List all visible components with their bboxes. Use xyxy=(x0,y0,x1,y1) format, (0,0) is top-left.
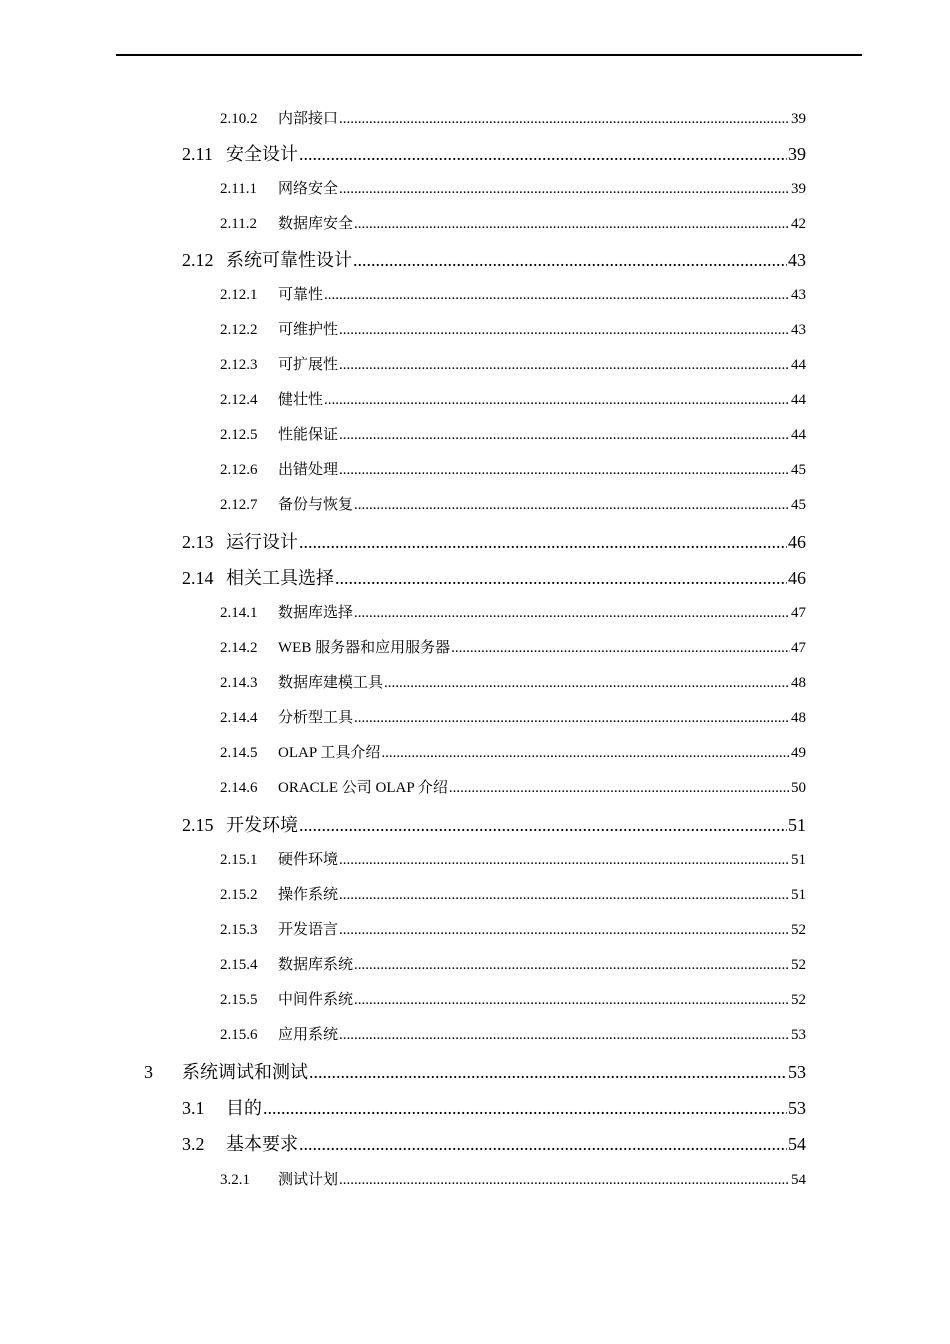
toc-leader-dots xyxy=(354,488,790,523)
toc-entry-page: 45 xyxy=(791,462,806,478)
toc-entry-number: 2.12.7 xyxy=(220,497,258,513)
toc-entry-title: 可靠性 xyxy=(278,287,324,303)
toc-entry-page: 44 xyxy=(791,392,806,408)
toc-entry-page: 43 xyxy=(788,250,806,270)
toc-entry-number: 2.15.6 xyxy=(220,1027,258,1043)
toc-entry-title: 中间件系统 xyxy=(278,992,354,1008)
toc-entry-title: WEB 服务器和应用服务器 xyxy=(278,640,451,656)
toc-entry-title: 网络安全 xyxy=(278,181,339,197)
toc-entry-number: 2.15.2 xyxy=(220,887,258,903)
toc-entry-title: 数据库选择 xyxy=(278,605,354,621)
toc-leader-dots xyxy=(339,1163,790,1198)
toc-entry-page: 52 xyxy=(791,957,806,973)
toc-entry-title: 目的 xyxy=(226,1098,262,1118)
toc-entry-number: 2.12.2 xyxy=(220,322,258,338)
toc-leader-dots xyxy=(324,278,790,313)
toc-entry-number: 2.14.6 xyxy=(220,780,258,796)
toc-entry-page: 46 xyxy=(788,568,806,588)
toc-entry-title: 系统调试和测试 xyxy=(182,1062,308,1082)
toc-leader-dots xyxy=(354,207,790,242)
toc-entry-title: 内部接口 xyxy=(278,111,339,127)
toc-leader-dots xyxy=(263,1090,787,1126)
toc-entry[interactable] xyxy=(220,701,806,736)
toc-leader-dots xyxy=(339,172,790,207)
toc-leader-dots xyxy=(324,383,790,418)
toc-entry[interactable] xyxy=(220,596,806,631)
toc-leader-dots xyxy=(339,843,790,878)
toc-entry-number: 2.11.2 xyxy=(220,216,257,232)
toc-entry-title: OLAP 工具介绍 xyxy=(278,745,381,761)
toc-entry[interactable] xyxy=(220,771,806,806)
toc-leader-dots xyxy=(339,348,790,383)
toc-leader-dots xyxy=(335,560,787,596)
toc-entry-number: 2.10.2 xyxy=(220,111,258,127)
toc-entry-number: 3 xyxy=(144,1062,153,1082)
toc-entry-number: 2.14.1 xyxy=(220,605,258,621)
header-rule xyxy=(116,54,862,56)
toc-entry[interactable] xyxy=(220,666,806,701)
toc-entry-page: 54 xyxy=(788,1134,806,1154)
toc-entry[interactable] xyxy=(220,913,806,948)
toc-entry-title: 备份与恢复 xyxy=(278,497,354,513)
toc-leader-dots xyxy=(339,102,790,137)
toc-leader-dots xyxy=(299,807,787,843)
toc-entry[interactable] xyxy=(220,102,806,137)
toc-entry-page: 51 xyxy=(791,887,806,903)
toc-entry-title: 数据库建模工具 xyxy=(278,675,384,691)
toc-entry-number: 2.12.6 xyxy=(220,462,258,478)
toc-entry-page: 51 xyxy=(791,852,806,868)
toc-entry-page: 53 xyxy=(788,1062,806,1082)
toc-entry[interactable] xyxy=(220,383,806,418)
toc-entry-number: 2.13 xyxy=(182,532,214,552)
toc-entry-number: 3.2 xyxy=(182,1134,205,1154)
toc-entry-number: 2.14.5 xyxy=(220,745,258,761)
toc-leader-dots xyxy=(384,666,790,701)
toc-entry-page: 52 xyxy=(791,992,806,1008)
toc-entry-number: 2.12.5 xyxy=(220,427,258,443)
toc-entry[interactable] xyxy=(220,313,806,348)
toc-leader-dots xyxy=(299,524,787,560)
toc-entry-title: 基本要求 xyxy=(226,1134,298,1154)
toc-entry-page: 49 xyxy=(791,745,806,761)
toc-entry-page: 51 xyxy=(788,815,806,835)
toc-entry[interactable] xyxy=(182,136,806,172)
toc-entry[interactable] xyxy=(220,983,806,1018)
toc-entry-page: 39 xyxy=(791,111,806,127)
toc-entry-page: 46 xyxy=(788,532,806,552)
toc-entry[interactable] xyxy=(220,948,806,983)
toc-leader-dots xyxy=(339,453,790,488)
toc-entry[interactable] xyxy=(220,1018,806,1053)
toc-entry[interactable] xyxy=(220,278,806,313)
toc-entry-title: 开发语言 xyxy=(278,922,339,938)
toc-entry-number: 2.12 xyxy=(182,250,214,270)
toc-entry-title: 操作系统 xyxy=(278,887,339,903)
toc-leader-dots xyxy=(381,736,790,771)
toc-entry-page: 53 xyxy=(788,1098,806,1118)
toc-entry-title: 硬件环境 xyxy=(278,852,339,868)
toc-entry-page: 39 xyxy=(791,181,806,197)
toc-entry-page: 50 xyxy=(791,780,806,796)
toc-entry-title: 健壮性 xyxy=(278,392,324,408)
toc-entry-title: 出错处理 xyxy=(278,462,339,478)
toc-entry-number: 2.15.5 xyxy=(220,992,258,1008)
toc-entry[interactable] xyxy=(220,418,806,453)
toc-leader-dots xyxy=(354,948,790,983)
toc-entry-title: ORACLE 公司 OLAP 介绍 xyxy=(278,780,448,796)
toc-leader-dots xyxy=(299,136,787,172)
toc-entry-number: 2.11.1 xyxy=(220,181,257,197)
toc-entry[interactable] xyxy=(220,843,806,878)
toc-leader-dots xyxy=(339,913,790,948)
toc-entry[interactable] xyxy=(220,631,806,666)
toc-entry-title: 性能保证 xyxy=(278,427,339,443)
toc-entry[interactable] xyxy=(182,807,806,843)
toc-leader-dots xyxy=(339,418,790,453)
toc-entry-number: 2.15 xyxy=(182,815,214,835)
toc-entry-title: 开发环境 xyxy=(226,815,298,835)
toc-entry[interactable] xyxy=(220,453,806,488)
toc-entry[interactable] xyxy=(220,207,806,242)
toc-entry-title: 可扩展性 xyxy=(278,357,339,373)
toc-entry-page: 42 xyxy=(791,216,806,232)
toc-leader-dots xyxy=(354,983,790,1018)
toc-leader-dots xyxy=(451,631,790,666)
toc-entry-page: 47 xyxy=(791,640,806,656)
toc-entry[interactable] xyxy=(182,524,806,560)
toc-entry-number: 2.15.4 xyxy=(220,957,258,973)
toc-entry-title: 数据库系统 xyxy=(278,957,354,973)
toc-leader-dots xyxy=(353,242,787,278)
toc-entry-number: 3.2.1 xyxy=(220,1172,250,1188)
toc-entry[interactable] xyxy=(220,172,806,207)
toc-entry-page: 48 xyxy=(791,710,806,726)
toc-entry-number: 2.11 xyxy=(182,144,213,164)
toc-entry-page: 52 xyxy=(791,922,806,938)
toc-entry-number: 2.12.1 xyxy=(220,287,258,303)
toc-entry-page: 44 xyxy=(791,357,806,373)
toc-entry-number: 2.15.1 xyxy=(220,852,258,868)
toc-entry-number: 2.12.4 xyxy=(220,392,258,408)
toc-entry[interactable] xyxy=(182,242,806,278)
toc-entry[interactable] xyxy=(220,488,806,523)
toc-entry-page: 39 xyxy=(788,144,806,164)
toc-entry-number: 2.12.3 xyxy=(220,357,258,373)
toc-leader-dots xyxy=(449,771,790,806)
toc-entry-page: 43 xyxy=(791,322,806,338)
toc-leader-dots xyxy=(339,878,790,913)
toc-entry-title: 运行设计 xyxy=(226,532,298,552)
toc-entry-page: 53 xyxy=(791,1027,806,1043)
toc-entry-number: 2.14 xyxy=(182,568,214,588)
toc-entry-page: 45 xyxy=(791,497,806,513)
toc-entry-number: 3.1 xyxy=(182,1098,205,1118)
toc-entry-title: 测试计划 xyxy=(278,1172,339,1188)
toc-entry-title: 系统可靠性设计 xyxy=(226,250,352,270)
toc-entry-title: 应用系统 xyxy=(278,1027,339,1043)
toc-entry-number: 2.14.2 xyxy=(220,640,258,656)
toc-entry-number: 2.15.3 xyxy=(220,922,258,938)
toc-entry[interactable] xyxy=(220,1163,806,1198)
toc-leader-dots xyxy=(299,1126,787,1162)
toc-entry[interactable] xyxy=(220,878,806,913)
toc-entry[interactable] xyxy=(182,560,806,596)
toc-entry[interactable] xyxy=(182,1090,806,1126)
toc-entry[interactable] xyxy=(220,736,806,771)
toc-entry-title: 可维护性 xyxy=(278,322,339,338)
toc-leader-dots xyxy=(354,701,790,736)
toc-entry-page: 43 xyxy=(791,287,806,303)
toc-entry-title: 相关工具选择 xyxy=(226,568,334,588)
toc-entry-page: 47 xyxy=(791,605,806,621)
toc-leader-dots xyxy=(339,313,790,348)
toc-entry-page: 48 xyxy=(791,675,806,691)
toc-entry-title: 数据库安全 xyxy=(278,216,354,232)
toc-entry-number: 2.14.4 xyxy=(220,710,258,726)
toc-entry[interactable] xyxy=(144,1054,806,1090)
toc-entry-number: 2.14.3 xyxy=(220,675,258,691)
toc-leader-dots xyxy=(309,1054,787,1090)
toc-leader-dots xyxy=(354,596,790,631)
toc-entry-page: 54 xyxy=(791,1172,806,1188)
toc-entry[interactable] xyxy=(182,1126,806,1162)
toc-entry[interactable] xyxy=(220,348,806,383)
toc-entry-title: 分析型工具 xyxy=(278,710,354,726)
toc-entry-page: 44 xyxy=(791,427,806,443)
toc-leader-dots xyxy=(339,1018,790,1053)
toc-entry-title: 安全设计 xyxy=(226,144,298,164)
